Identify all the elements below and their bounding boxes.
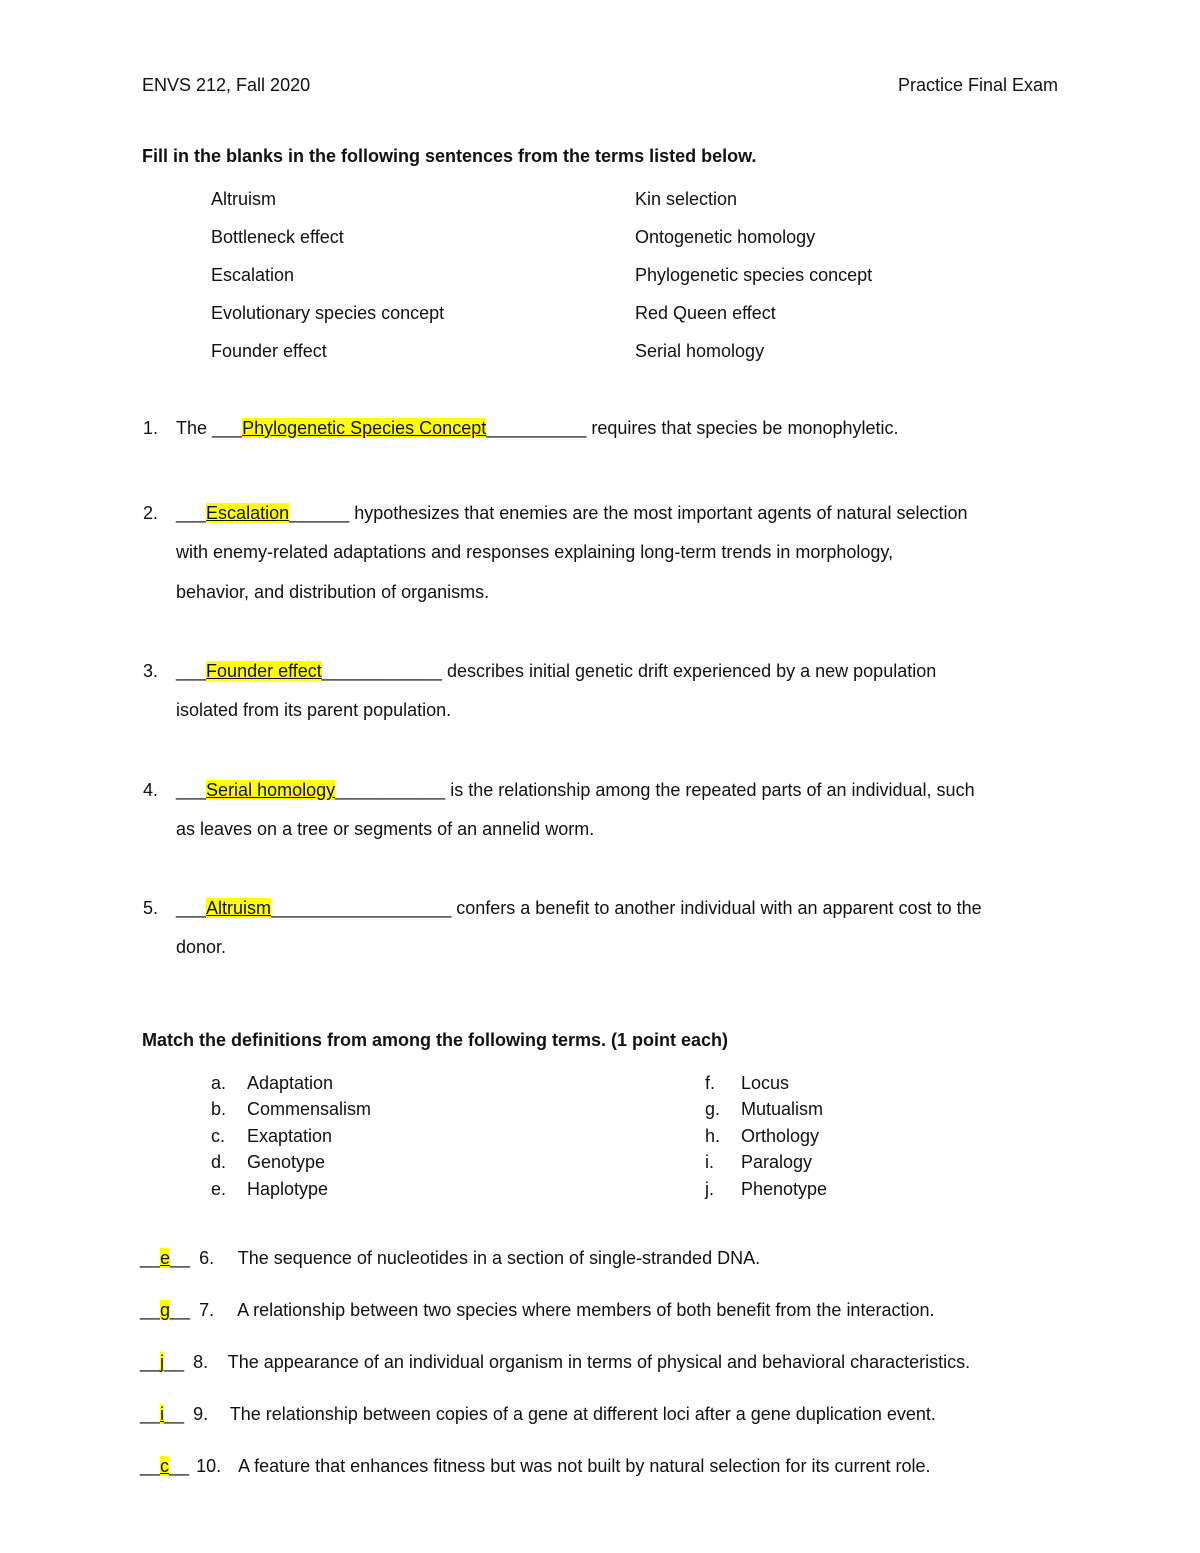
- question-lead: ___: [176, 780, 207, 800]
- term-label: Paralogy: [741, 1152, 813, 1173]
- question-trail: ___________: [335, 780, 446, 800]
- blank-post: __: [169, 1456, 190, 1476]
- match-term: [705, 1153, 827, 1179]
- term-label: Adaptation: [247, 1073, 334, 1093]
- question-trail: ____________: [321, 661, 442, 681]
- match-item-6: [140, 1249, 760, 1267]
- answer-highlight: c: [160, 1456, 170, 1476]
- question-text: requires that species be monophyletic.: [586, 418, 899, 438]
- fill-instruction: Fill in the blanks in the following sentences from the terms listed below.: [142, 146, 757, 166]
- question-continuation: with enemy-related adaptations and responses explaining long-term trends in morphology,: [176, 542, 894, 562]
- question-continuation: behavior, and distribution of organisms.: [176, 582, 490, 602]
- item-text: The appearance of an individual organism in terms of physical and behavioral characteristics.: [227, 1352, 971, 1372]
- term-label: Mutualism: [741, 1099, 824, 1120]
- term-label: Orthology: [741, 1125, 820, 1146]
- item-number: 10.: [196, 1456, 222, 1476]
- item-text: The sequence of nucleotides in a section of single-stranded DNA.: [237, 1248, 761, 1268]
- item-number: 9.: [193, 1404, 209, 1424]
- blank-post: __: [164, 1352, 185, 1372]
- question-continuation: donor.: [176, 937, 227, 957]
- answer-highlight: Founder effect: [206, 661, 322, 681]
- term-label: Locus: [741, 1073, 790, 1093]
- match-terms-right: [705, 1074, 827, 1206]
- item-text: The relationship between copies of a gene at different loci after a gene duplication event.: [229, 1404, 936, 1424]
- match-term: [211, 1127, 371, 1153]
- answer-highlight: Altruism: [206, 898, 272, 918]
- blank-pre: __: [140, 1456, 161, 1476]
- blank-post: __: [164, 1404, 185, 1424]
- match-term: [705, 1127, 827, 1153]
- fill-terms-right: [635, 190, 872, 380]
- item-text: A relationship between two species where members of both benefit from the interaction.: [237, 1300, 935, 1320]
- question-trail: __________: [486, 418, 587, 438]
- answer-highlight: e: [160, 1248, 171, 1268]
- blank-pre: __: [140, 1248, 161, 1268]
- match-term: [705, 1074, 827, 1100]
- match-term: [211, 1100, 371, 1126]
- item-text: A feature that enhances fitness but was not built by natural selection for its current role.: [238, 1456, 931, 1476]
- question-lead: ___: [176, 898, 207, 918]
- question-number: 2.: [143, 503, 159, 523]
- term-letter: h.: [705, 1125, 721, 1146]
- question-lead: ___: [176, 661, 207, 681]
- question-number: 3.: [143, 661, 159, 681]
- term: Escalation: [211, 265, 295, 285]
- match-item-8: [140, 1353, 970, 1371]
- question-continuation: isolated from its parent population.: [176, 700, 452, 720]
- term-letter: e.: [211, 1178, 227, 1199]
- blank-post: __: [170, 1248, 191, 1268]
- question-trail: ______: [289, 503, 350, 523]
- question-text: is the relationship among the repeated parts of an individual, such: [445, 780, 975, 800]
- answer-highlight: Escalation: [206, 503, 290, 523]
- term-label: Commensalism: [247, 1099, 372, 1120]
- blank-pre: __: [140, 1404, 161, 1424]
- term: Kin selection: [635, 189, 738, 209]
- match-item-7: [140, 1301, 935, 1319]
- term: Ontogenetic homology: [635, 227, 816, 247]
- blank-pre: __: [140, 1300, 161, 1320]
- term-label: Genotype: [247, 1152, 326, 1173]
- match-terms-left: [211, 1074, 371, 1206]
- header-left: ENVS 212, Fall 2020: [142, 75, 311, 95]
- match-item-9: [140, 1405, 936, 1423]
- blank-pre: __: [140, 1352, 161, 1372]
- question-trail: __________________: [271, 898, 452, 918]
- term-letter: f.: [705, 1073, 716, 1093]
- answer-highlight: i: [160, 1404, 165, 1424]
- question-number: 1.: [143, 418, 159, 438]
- term-letter: g.: [705, 1099, 721, 1120]
- question-number: 5.: [143, 898, 159, 918]
- term-label: Exaptation: [247, 1125, 333, 1146]
- term-letter: i.: [705, 1152, 714, 1173]
- match-term: [705, 1100, 827, 1126]
- term-letter: j.: [705, 1178, 714, 1199]
- question-number: 4.: [143, 780, 159, 800]
- item-number: 7.: [199, 1300, 215, 1320]
- question-continuation: as leaves on a tree or segments of an annelid worm.: [176, 819, 595, 839]
- match-term: [211, 1153, 371, 1179]
- answer-highlight: Serial homology: [206, 780, 336, 800]
- answer-highlight: Phylogenetic Species Concept: [242, 418, 487, 438]
- question-text: describes initial genetic drift experienced by a new population: [441, 661, 937, 681]
- question-lead: ___: [176, 503, 207, 523]
- match-instruction: Match the definitions from among the following terms. (1 point each): [142, 1030, 729, 1050]
- term: Founder effect: [211, 341, 327, 361]
- term: Red Queen effect: [635, 303, 776, 323]
- question-text: hypothesizes that enemies are the most important agents of natural selection: [349, 503, 968, 523]
- question-text: confers a benefit to another individual with an apparent cost to the: [451, 898, 982, 918]
- term: Altruism: [211, 189, 277, 209]
- answer-highlight: j: [160, 1352, 165, 1372]
- term-label: Phenotype: [741, 1178, 828, 1199]
- item-number: 8.: [193, 1352, 209, 1372]
- fill-terms-left: [211, 190, 444, 380]
- header-right: Practice Final Exam: [897, 75, 1058, 95]
- term: Bottleneck effect: [211, 227, 344, 247]
- term-letter: a.: [211, 1073, 227, 1093]
- term: Evolutionary species concept: [211, 303, 445, 323]
- term-letter: d.: [211, 1152, 227, 1173]
- term: Serial homology: [635, 341, 765, 361]
- term-letter: b.: [211, 1099, 227, 1120]
- blank-post: __: [170, 1300, 191, 1320]
- term-label: Haplotype: [247, 1178, 329, 1199]
- question-lead: The ___: [176, 418, 243, 438]
- match-item-10: [140, 1457, 930, 1475]
- item-number: 6.: [199, 1248, 215, 1268]
- match-term: [705, 1180, 827, 1206]
- term: Phylogenetic species concept: [635, 265, 873, 285]
- answer-highlight: g: [160, 1300, 171, 1320]
- match-term: [211, 1074, 371, 1100]
- term-letter: c.: [211, 1125, 226, 1146]
- match-term: [211, 1180, 371, 1206]
